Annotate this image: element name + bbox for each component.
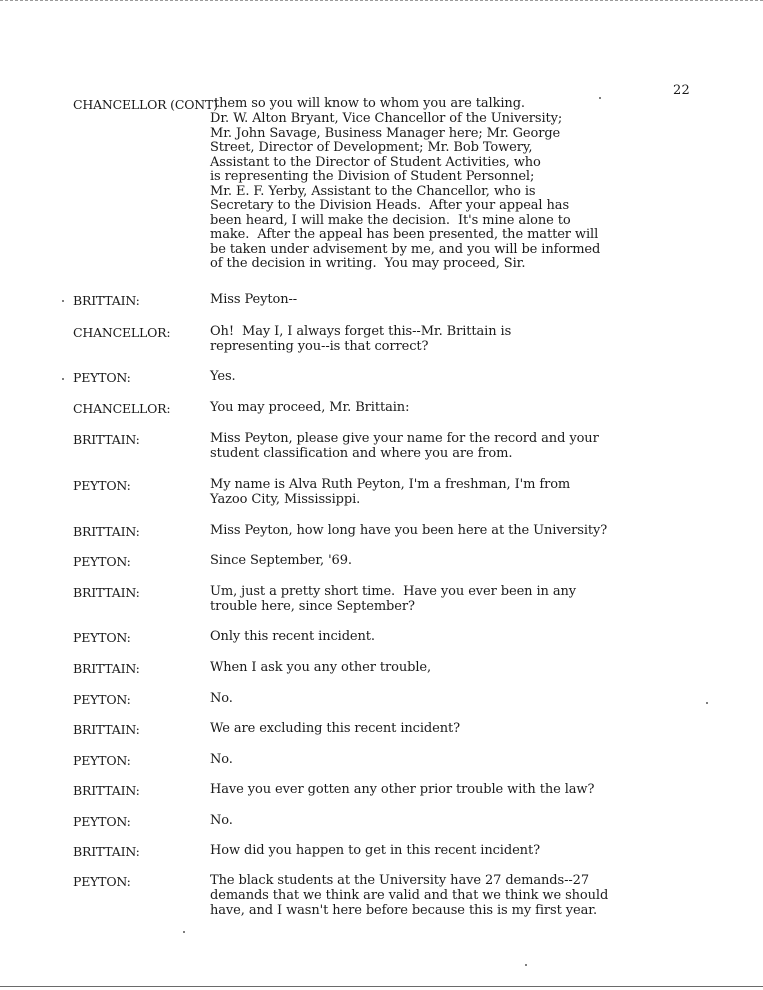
speech-line: Oh! May I, I always forget this--Mr. Brittain is xyxy=(210,324,512,339)
speech-line: No. xyxy=(210,691,233,706)
speaker-label: BRITTAIN: xyxy=(73,432,140,447)
speaker-label: PEYTON: xyxy=(73,554,131,569)
speech-line: Secretary to the Division Heads. After your appeal has xyxy=(210,198,570,213)
speaker-label: BRITTAIN: xyxy=(73,661,140,676)
page-number: 22 xyxy=(673,83,690,98)
speech-line: Yazoo City, Mississippi. xyxy=(210,492,361,507)
speaker-label: CHANCELLOR: xyxy=(73,325,171,340)
speaker-label: CHANCELLOR (CONT) xyxy=(73,97,218,112)
speech-line: trouble here, since September? xyxy=(210,599,415,614)
speaker-label: PEYTON: xyxy=(73,478,131,493)
scan-speck xyxy=(62,300,64,302)
speaker-label: CHANCELLOR: xyxy=(73,401,171,416)
speech-line: Miss Peyton-- xyxy=(210,292,298,307)
speaker-label: PEYTON: xyxy=(73,874,131,889)
speaker-label: BRITTAIN: xyxy=(73,783,140,798)
bottom-page-border xyxy=(0,986,763,987)
speech-line: been heard, I will make the decision. It's mine alone to xyxy=(210,213,571,228)
speech-line: When I ask you any other trouble, xyxy=(210,660,432,675)
speech-line: them so you will know to whom you are talking. xyxy=(214,96,525,111)
speech-line: representing you--is that correct? xyxy=(210,339,429,354)
speech-line: We are excluding this recent incident? xyxy=(210,721,460,736)
scan-speck xyxy=(599,97,601,99)
speech-line: How did you happen to get in this recent incident? xyxy=(210,843,540,858)
speech-line: Mr. E. F. Yerby, Assistant to the Chancellor, who is xyxy=(210,184,536,199)
speech-line: Assistant to the Director of Student Activities, who xyxy=(210,155,541,170)
scan-speck xyxy=(525,964,527,966)
speaker-label: PEYTON: xyxy=(73,753,131,768)
scan-speck xyxy=(62,378,64,380)
speech-line: is representing the Division of Student Personnel; xyxy=(210,169,535,184)
speech-line: of the decision in writing. You may proceed, Sir. xyxy=(210,256,526,271)
speech-line: demands that we think are valid and that we think we should xyxy=(210,888,609,903)
speech-line: Mr. John Savage, Business Manager here; Mr. George xyxy=(210,126,561,141)
speaker-label: PEYTON: xyxy=(73,630,131,645)
speaker-label: BRITTAIN: xyxy=(73,293,140,308)
speech-line: You may proceed, Mr. Brittain: xyxy=(210,400,410,415)
speech-line: The black students at the University have 27 demands--27 xyxy=(210,873,590,888)
speech-line: Dr. W. Alton Bryant, Vice Chancellor of the University; xyxy=(210,111,563,126)
scan-speck xyxy=(183,931,185,933)
speech-line: have, and I wasn't here before because this is my first year. xyxy=(210,903,597,918)
speech-line: My name is Alva Ruth Peyton, I'm a freshman, I'm from xyxy=(210,477,571,492)
speech-line: No. xyxy=(210,752,233,767)
speaker-label: PEYTON: xyxy=(73,814,131,829)
scan-speck xyxy=(706,702,708,704)
speech-line: Yes. xyxy=(210,369,236,384)
speech-line: Um, just a pretty short time. Have you ever been in any xyxy=(210,584,577,599)
speaker-label: BRITTAIN: xyxy=(73,524,140,539)
speech-line: Miss Peyton, how long have you been here at the University? xyxy=(210,523,608,538)
speech-line: make. After the appeal has been presented, the matter will xyxy=(210,227,599,242)
speech-line: be taken under advisement by me, and you will be informed xyxy=(210,242,601,257)
speech-line: student classification and where you are from. xyxy=(210,446,513,461)
speech-line: No. xyxy=(210,813,233,828)
speaker-label: BRITTAIN: xyxy=(73,722,140,737)
speech-line: Street, Director of Development; Mr. Bob Towery, xyxy=(210,140,533,155)
speech-line: Miss Peyton, please give your name for the record and your xyxy=(210,431,599,446)
speech-line: Have you ever gotten any other prior trouble with the law? xyxy=(210,782,595,797)
speech-line: Since September, '69. xyxy=(210,553,352,568)
top-page-border xyxy=(0,0,763,1)
speaker-label: PEYTON: xyxy=(73,370,131,385)
speaker-label: PEYTON: xyxy=(73,692,131,707)
speech-line: Only this recent incident. xyxy=(210,629,375,644)
speaker-label: BRITTAIN: xyxy=(73,844,140,859)
speaker-label: BRITTAIN: xyxy=(73,585,140,600)
